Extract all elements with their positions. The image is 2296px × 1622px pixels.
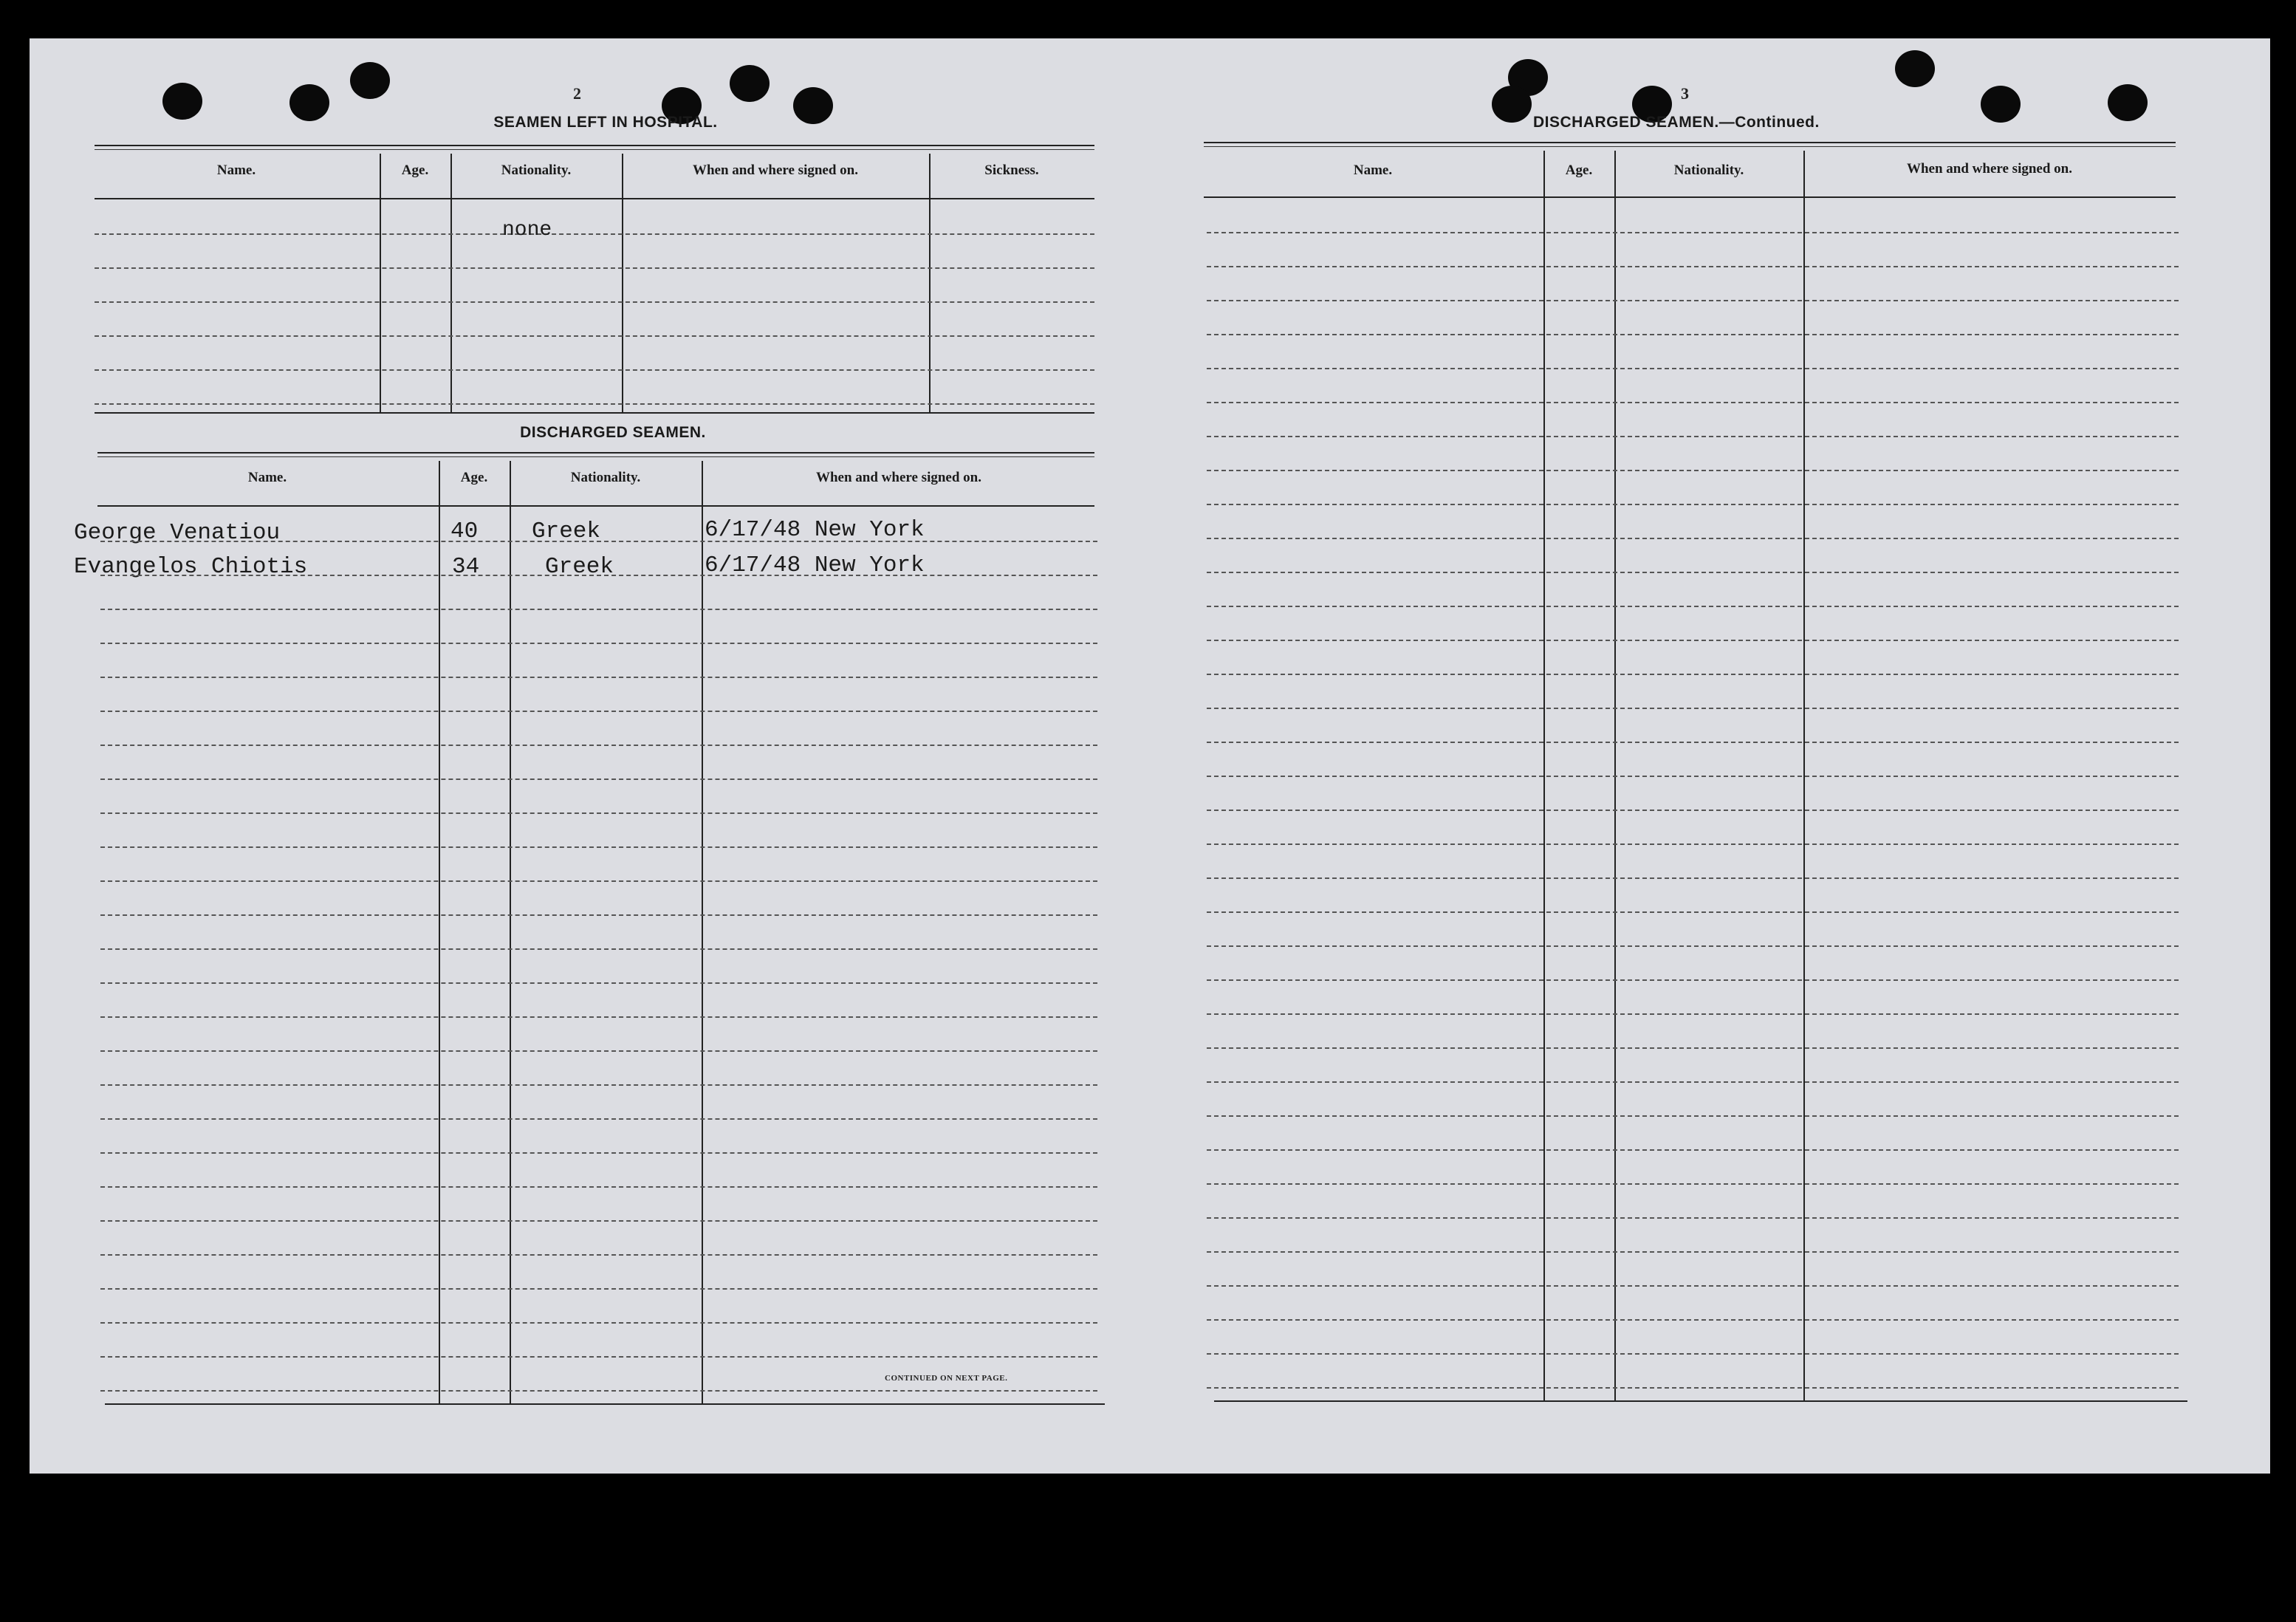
right-row-line <box>1207 810 2179 811</box>
left-page-number: 2 <box>573 84 581 103</box>
punch-hole <box>1981 86 2021 123</box>
right-row-line <box>1207 368 2179 369</box>
discharged-row-1-signed-on: 6/17/48 New York <box>705 517 925 543</box>
discharged-row-line <box>100 1152 1097 1154</box>
discharged-row-line <box>100 1118 1097 1120</box>
discharged-row-2-age: 34 <box>452 554 480 580</box>
discharged-row-line <box>100 846 1097 848</box>
discharged-col-divider <box>510 461 511 1403</box>
right-row-line <box>1207 266 2179 267</box>
right-table-top-rule-inner <box>1204 146 2176 147</box>
discharged-row-line <box>100 745 1097 746</box>
discharged-row-line <box>100 1322 1097 1324</box>
hospital-row-line <box>95 335 1094 337</box>
right-row-line <box>1207 945 2179 947</box>
discharged-row-line <box>100 914 1097 916</box>
discharged-row-line <box>100 812 1097 814</box>
right-row-line <box>1207 877 2179 879</box>
punch-hole <box>162 83 202 120</box>
right-row-line <box>1207 334 2179 335</box>
right-row-line <box>1207 911 2179 913</box>
right-row-line <box>1207 1115 2179 1117</box>
right-row-line <box>1207 538 2179 539</box>
punch-hole <box>793 87 833 124</box>
punch-hole <box>1895 50 1935 87</box>
discharged-row-line <box>100 1220 1097 1222</box>
discharged-col-name: Name. <box>247 470 287 485</box>
hospital-col-sickness: Sickness. <box>984 162 1039 178</box>
discharged-row-line <box>100 1084 1097 1086</box>
discharged-row-line <box>100 1356 1097 1358</box>
right-col-signed-on: When and where signed on. <box>1906 161 2072 177</box>
continued-note: CONTINUED ON NEXT PAGE. <box>885 1374 1008 1383</box>
discharged-row-line <box>100 711 1097 712</box>
discharged-row-line <box>100 779 1097 780</box>
right-row-line <box>1207 572 2179 573</box>
discharged-row-line <box>100 1050 1097 1052</box>
right-header-bottom-rule <box>1204 196 2176 198</box>
punch-hole <box>1492 86 1532 123</box>
hospital-col-divider <box>929 154 931 412</box>
discharged-table-bottom-rule <box>105 1403 1105 1405</box>
right-page-number: 3 <box>1681 84 1689 103</box>
right-row-line <box>1207 1387 2179 1389</box>
hospital-col-signed-on: When and where signed on. <box>692 162 858 178</box>
right-row-line <box>1207 742 2179 743</box>
discharged-col-nationality: Nationality. <box>570 470 641 485</box>
right-row-line <box>1207 1149 2179 1151</box>
right-row-line <box>1207 1183 2179 1185</box>
hospital-row-line <box>95 301 1094 303</box>
discharged-row-2-signed-on: 6/17/48 New York <box>705 552 925 578</box>
hospital-header-bottom-rule <box>95 198 1094 199</box>
right-row-line <box>1207 402 2179 403</box>
discharged-col-age: Age. <box>460 470 488 485</box>
discharged-row-line <box>100 643 1097 644</box>
right-row-line <box>1207 1251 2179 1253</box>
right-col-name: Name. <box>1353 162 1393 178</box>
discharged-row-1-nationality: Greek <box>532 519 601 544</box>
hospital-table-top-rule-inner <box>95 149 1094 150</box>
hospital-row-line <box>95 267 1094 269</box>
discharged-row-line <box>100 880 1097 882</box>
right-row-line <box>1207 232 2179 233</box>
right-table-top-rule <box>1204 142 2176 143</box>
right-row-line <box>1207 436 2179 437</box>
right-row-line <box>1207 470 2179 471</box>
right-row-line <box>1207 1319 2179 1321</box>
hospital-row-line <box>95 403 1094 405</box>
hospital-col-name: Name. <box>216 162 256 178</box>
right-row-line <box>1207 979 2179 981</box>
discharged-row-line <box>100 1288 1097 1290</box>
right-row-line <box>1207 708 2179 709</box>
hospital-table-top-rule <box>95 145 1094 146</box>
discharged-row-line <box>100 677 1097 678</box>
hospital-col-age: Age. <box>401 162 429 178</box>
document-sheet <box>30 38 2270 1474</box>
right-row-line <box>1207 1013 2179 1015</box>
punch-hole <box>350 62 390 99</box>
right-row-line <box>1207 674 2179 675</box>
hospital-col-nationality: Nationality. <box>501 162 572 178</box>
hospital-table-bottom-rule <box>95 412 1094 414</box>
discharged-table-top-rule <box>97 452 1094 454</box>
right-row-line <box>1207 606 2179 607</box>
discharged-row-line <box>100 1016 1097 1018</box>
punch-hole <box>289 84 329 121</box>
discharged-row-line <box>100 575 1097 576</box>
discharged-row-2-nationality: Greek <box>545 554 614 580</box>
discharged-col-signed-on: When and where signed on. <box>815 470 981 485</box>
discharged-row-line <box>100 541 1097 542</box>
punch-hole <box>2108 84 2148 121</box>
right-row-line <box>1207 1081 2179 1083</box>
discharged-row-line <box>100 948 1097 950</box>
hospital-col-divider <box>450 154 452 412</box>
hospital-entry-none: none <box>502 219 552 242</box>
discharged-header-bottom-rule <box>97 505 1094 507</box>
hospital-row-line <box>95 233 1094 235</box>
punch-hole <box>730 65 770 102</box>
right-col-nationality: Nationality. <box>1673 162 1744 178</box>
discharged-row-line <box>100 982 1097 984</box>
discharged-row-line <box>100 1186 1097 1188</box>
discharged-row-1-age: 40 <box>450 519 479 544</box>
right-row-line <box>1207 1353 2179 1355</box>
right-row-line <box>1207 1217 2179 1219</box>
discharged-row-line <box>100 1390 1097 1392</box>
hospital-row-line <box>95 369 1094 371</box>
discharged-row-2-name: Evangelos Chiotis <box>74 554 308 580</box>
hospital-col-divider <box>622 154 623 412</box>
right-table-bottom-rule <box>1214 1400 2187 1402</box>
right-row-line <box>1207 300 2179 301</box>
discharged-section-title: DISCHARGED SEAMEN. <box>520 424 706 441</box>
discharged-col-divider <box>439 461 440 1403</box>
right-col-age: Age. <box>1565 162 1593 178</box>
discharged-row-line <box>100 609 1097 610</box>
discharged-table-top-rule-inner <box>97 456 1094 457</box>
right-row-line <box>1207 776 2179 777</box>
right-row-line <box>1207 640 2179 641</box>
right-row-line <box>1207 1285 2179 1287</box>
discharged-row-1-name: George Venatiou <box>74 520 281 546</box>
right-row-line <box>1207 1047 2179 1049</box>
hospital-col-divider <box>380 154 381 412</box>
discharged-row-line <box>100 1254 1097 1256</box>
right-row-line <box>1207 504 2179 505</box>
right-row-line <box>1207 843 2179 845</box>
discharged-col-divider <box>702 461 703 1403</box>
right-page-title: DISCHARGED SEAMEN.—Continued. <box>1533 114 1820 131</box>
hospital-section-title: SEAMEN LEFT IN HOSPITAL. <box>493 114 718 131</box>
